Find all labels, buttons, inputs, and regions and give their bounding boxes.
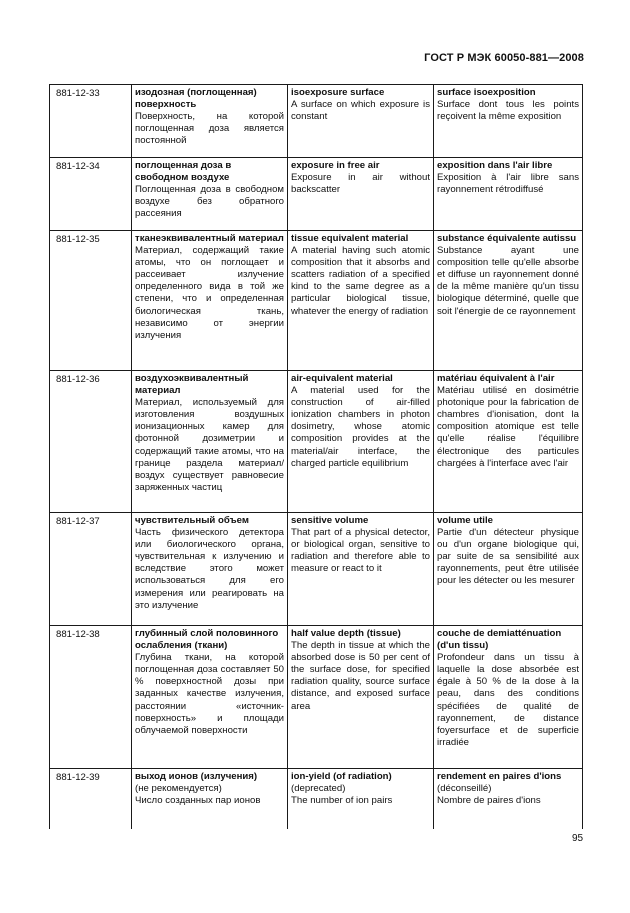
table-row xyxy=(50,85,583,158)
english-term: air-equivalent material xyxy=(291,373,393,384)
term-code: 881-12-35 xyxy=(50,231,132,371)
russian-cell xyxy=(132,371,288,513)
french-term: rendement en paires d'ions xyxy=(437,771,562,782)
english-cell xyxy=(288,371,434,513)
french-cell xyxy=(434,626,583,769)
french-cell xyxy=(434,513,583,626)
russian-definition: Поглощенная доза в свободном воздухе без обратного рассеяния xyxy=(135,184,284,220)
english-term: sensitive volume xyxy=(291,515,369,526)
term-code: 881-12-33 xyxy=(50,85,132,158)
french-cell xyxy=(434,85,583,158)
french-cell xyxy=(434,231,583,371)
russian-term: воздухоэквивалентный материал xyxy=(135,373,249,397)
russian-definition: Число созданных пар ионов xyxy=(135,795,261,807)
russian-cell xyxy=(132,231,288,371)
english-term: tissue equivalent material xyxy=(291,233,409,244)
french-definition: Surface dont tous les points reçoivent la même exposition xyxy=(437,99,579,123)
english-definition: Exposure in air without backscatter xyxy=(291,172,430,196)
russian-term: изодозная (поглощенная) поверхность xyxy=(135,87,257,111)
english-definition: The depth in tissue at which the absorbed dose is 50 per cent of the surface dose, for specified radiation quality, source surface distance, and exposed surface area xyxy=(291,640,430,712)
english-cell xyxy=(288,158,434,231)
table-row xyxy=(50,371,583,513)
french-definition: Profondeur dans un tissu à laquelle la dose absorbée est égale à 50 % de la dose à la peau, dans des conditions spécifiées de qualité de rayonnement, de distance foyersurface et de superficie irradiée xyxy=(437,652,579,748)
table-row xyxy=(50,158,583,231)
english-cell xyxy=(288,769,434,829)
term-code: 881-12-37 xyxy=(50,513,132,626)
french-term: exposition dans l'air libre xyxy=(437,160,553,171)
french-term: surface isoexposition xyxy=(437,87,536,98)
russian-definition: Материал, содержащий такие атомы, что он поглощает и рассеивает излучение определенного вида в той же степени, что и определенная биологическая ткань, независимо от энергии излучения xyxy=(135,245,284,341)
document-header: ГОСТ Р МЭК 60050-881—2008 xyxy=(424,52,584,64)
english-cell xyxy=(288,626,434,769)
russian-definition: Материал, используемый для изготовления воздушных ионизационных камер для фотонной дозиметрии и содержащий такие атомы, что на границе раздела материал/воздух существует равновесие заряженных частиц xyxy=(135,397,284,493)
english-cell xyxy=(288,85,434,158)
english-definition: A material used for the construction of air-filled ionization chambers in photon dosimetry, whose atomic composition provides at the material/air interface, the charged particle equilibrium xyxy=(291,385,430,469)
french-definition: Nombre de paires d'ions xyxy=(437,795,541,807)
english-term: isoexposure surface xyxy=(291,87,385,98)
page-number: 95 xyxy=(572,833,584,844)
french-definition: Substance ayant une composition telle qu'elle absorbe et diffuse un rayonnement donné de la même manière qu'un tissu biologique déterminé, quelle que soit l'énergie de ce rayonnement xyxy=(437,245,579,317)
english-cell xyxy=(288,513,434,626)
english-definition: The number of ion pairs xyxy=(291,795,393,807)
russian-definition: Поверхность, на которой поглощенная доза является постоянной xyxy=(135,111,284,147)
russian-cell xyxy=(132,85,288,158)
table-row xyxy=(50,231,583,371)
french-cell xyxy=(434,371,583,513)
russian-definition: Глубина ткани, на которой поглощенная доза составляет 50 % поверхностной дозы при заданных качестве излучения, расстоянии «источник-поверхность» и площади облучаемой поверхности xyxy=(135,652,284,736)
english-definition: A material having such atomic composition that it absorbs and scatters radiation of a specified kind to the same degree as a particular biological tissue, whatever the energy of radiation xyxy=(291,245,430,317)
russian-term: выход ионов (излучения) xyxy=(135,771,258,782)
table-row xyxy=(50,626,583,769)
term-code: 881-12-39 xyxy=(50,769,132,829)
english-definition: A surface on which exposure is constant xyxy=(291,99,430,123)
english-term: half value depth (tissue) xyxy=(291,628,401,639)
english-term: ion-yield (of radiation) xyxy=(291,771,392,782)
french-term: matériau équivalent à l'air xyxy=(437,373,555,384)
french-definition: Matériau utilisé en dosimétrie photonique pour la fabrication de chambres d'ionisation, dont la composition atomique est telle qu'elle réalise l'équilibre électronique des particules chargées à l'interface avec l'air xyxy=(437,385,579,469)
russian-note: (не рекомендуется) xyxy=(135,783,222,795)
french-cell xyxy=(434,769,583,829)
russian-cell xyxy=(132,158,288,231)
english-note: (deprecated) xyxy=(291,783,346,795)
terminology-table xyxy=(49,84,583,829)
english-term: exposure in free air xyxy=(291,160,380,171)
russian-term: тканеэквивалентный материал xyxy=(135,233,284,244)
table-row xyxy=(50,769,583,829)
english-cell xyxy=(288,231,434,371)
russian-cell xyxy=(132,513,288,626)
russian-cell xyxy=(132,626,288,769)
russian-term: чувствительный объем xyxy=(135,515,249,526)
term-code: 881-12-34 xyxy=(50,158,132,231)
russian-definition: Часть физического детектора или биологического органа, чувствительная к излучению и вследствие этого может использоваться для его измерения или реагировать на это излучение xyxy=(135,527,284,611)
russian-term: глубинный слой половинного ослабления (ткани) xyxy=(135,628,279,652)
term-code: 881-12-36 xyxy=(50,371,132,513)
english-definition: That part of a physical detector, or biological organ, sensitive to radiation and therefore able to measure or react to it xyxy=(291,527,430,575)
french-note: (déconseillé) xyxy=(437,783,492,795)
russian-term: поглощенная доза в свободном воздухе xyxy=(135,160,232,184)
french-cell xyxy=(434,158,583,231)
french-definition: Exposition à l'air libre sans rayonnement rétrodiffusé xyxy=(437,172,579,196)
french-definition: Partie d'un détecteur physique ou d'un organe biologique qui, par suite de sa sensibilité aux rayonnements, peut être utilisée pour les détecter ou les mesurer xyxy=(437,527,579,587)
russian-cell xyxy=(132,769,288,829)
table-row xyxy=(50,513,583,626)
french-term: couche de demiatténuation (d'un tissu) xyxy=(437,628,562,652)
french-term: substance équivalente autissu xyxy=(437,233,577,244)
term-code: 881-12-38 xyxy=(50,626,132,769)
french-term: volume utile xyxy=(437,515,493,526)
